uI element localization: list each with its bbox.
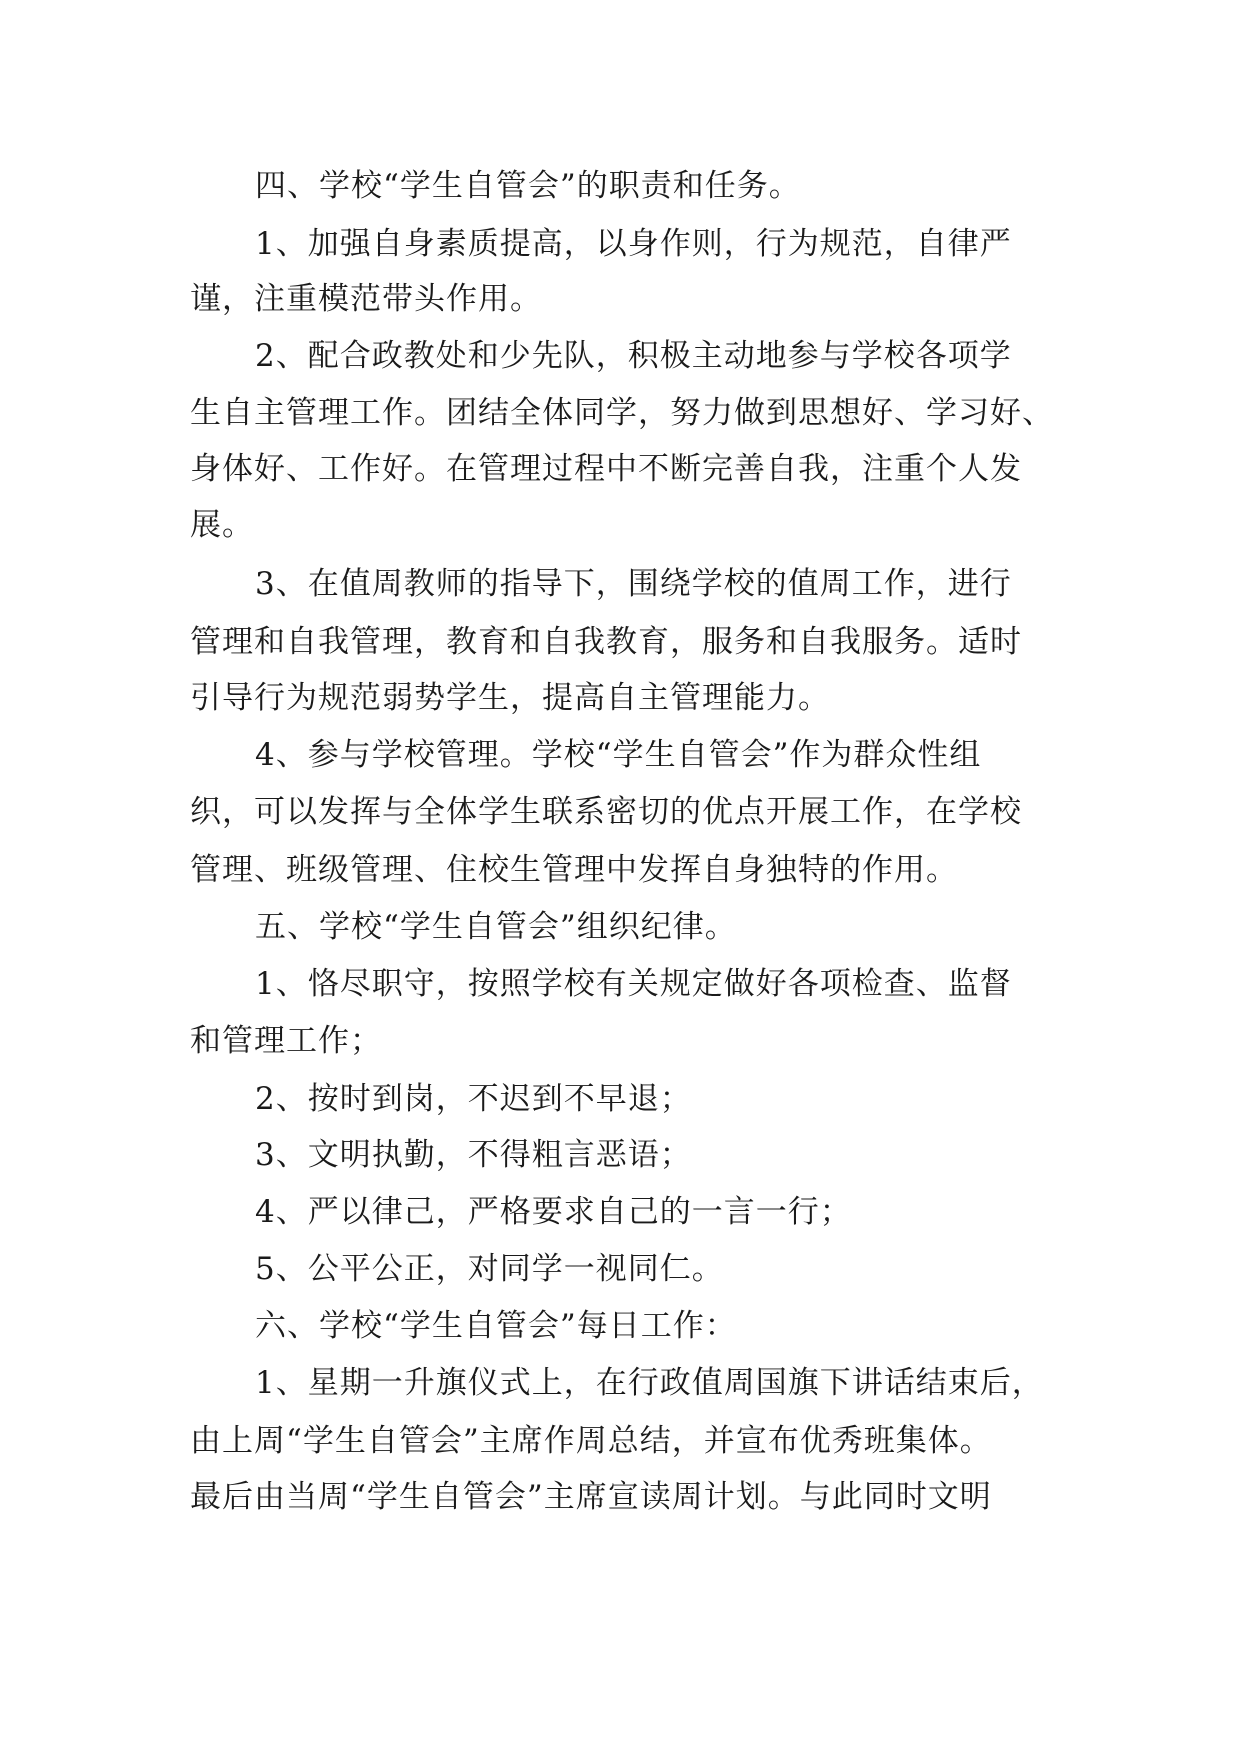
paragraph-text: 展。 xyxy=(190,507,254,543)
list-item-text: 3、文明执勤，不得粗言恶语； xyxy=(255,1137,692,1173)
paragraph-text: 和管理工作； xyxy=(190,1023,382,1059)
paragraph-text: 生自主管理工作。团结全体同学，努力做到思想好、学习好、 xyxy=(190,395,1054,431)
paragraph-line xyxy=(0,441,1241,497)
paragraph-line xyxy=(0,956,1241,1012)
paragraph-line xyxy=(0,1355,1241,1411)
list-item-text: 4、严以律己，严格要求自己的一言一行； xyxy=(255,1194,852,1230)
paragraph-text: 2、配合政教处和少先队，积极主动地参与学校各项学 xyxy=(255,338,1012,374)
paragraph-line xyxy=(0,1013,1241,1069)
paragraph-text: 1、加强自身素质提高，以身作则，行为规范，自律严 xyxy=(255,226,1012,262)
heading-line xyxy=(0,899,1241,955)
paragraph-text: 引导行为规范弱势学生，提高自主管理能力。 xyxy=(190,680,830,716)
paragraph-line xyxy=(0,1413,1241,1469)
list-item-text: 5、公平公正，对同学一视同仁。 xyxy=(255,1251,724,1287)
paragraph-line xyxy=(0,842,1241,898)
paragraph-line xyxy=(0,328,1241,384)
paragraph-text: 管理、班级管理、住校生管理中发挥自身独特的作用。 xyxy=(190,852,958,888)
heading-line xyxy=(0,1298,1241,1354)
list-item xyxy=(0,1241,1241,1297)
paragraph-text: 管理和自我管理，教育和自我教育，服务和自我服务。适时 xyxy=(190,624,1022,660)
paragraph-line xyxy=(0,1469,1241,1525)
paragraph-line xyxy=(0,670,1241,726)
paragraph-line xyxy=(0,614,1241,670)
heading-text: 五、学校“学生自管会”组织纪律。 xyxy=(255,909,737,945)
paragraph-text: 3、在值周教师的指导下，围绕学校的值周工作，进行 xyxy=(255,566,1012,602)
paragraph-line xyxy=(0,271,1241,327)
paragraph-text: 织，可以发挥与全体学生联系密切的优点开展工作，在学校 xyxy=(190,794,1022,830)
paragraph-line xyxy=(0,727,1241,783)
paragraph-line xyxy=(0,784,1241,840)
paragraph-text: 由上周“学生自管会”主席作周总结，并宣布优秀班集体。 xyxy=(190,1423,992,1459)
paragraph-line xyxy=(0,216,1241,272)
list-item-text: 2、按时到岗，不迟到不早退； xyxy=(255,1081,692,1117)
list-item xyxy=(0,1071,1241,1127)
heading-text: 四、学校“学生自管会”的职责和任务。 xyxy=(255,168,801,204)
paragraph-text: 身体好、工作好。在管理过程中不断完善自我，注重个人发 xyxy=(190,451,1022,487)
paragraph-text: 1、恪尽职守，按照学校有关规定做好各项检查、监督 xyxy=(255,966,1012,1002)
paragraph-line xyxy=(0,556,1241,612)
heading-text: 六、学校“学生自管会”每日工作： xyxy=(255,1308,737,1344)
heading-line xyxy=(0,158,1241,214)
paragraph-line xyxy=(0,497,1241,553)
list-item xyxy=(0,1184,1241,1240)
list-item xyxy=(0,1127,1241,1183)
paragraph-line xyxy=(0,385,1241,441)
paragraph-text: 谨，注重模范带头作用。 xyxy=(190,281,542,317)
paragraph-text: 最后由当周“学生自管会”主席宣读周计划。与此同时文明 xyxy=(190,1479,992,1515)
paragraph-text: 1、星期一升旗仪式上，在行政值周国旗下讲话结束后， xyxy=(255,1365,1044,1401)
paragraph-text: 4、参与学校管理。学校“学生自管会”作为群众性组 xyxy=(255,737,982,773)
